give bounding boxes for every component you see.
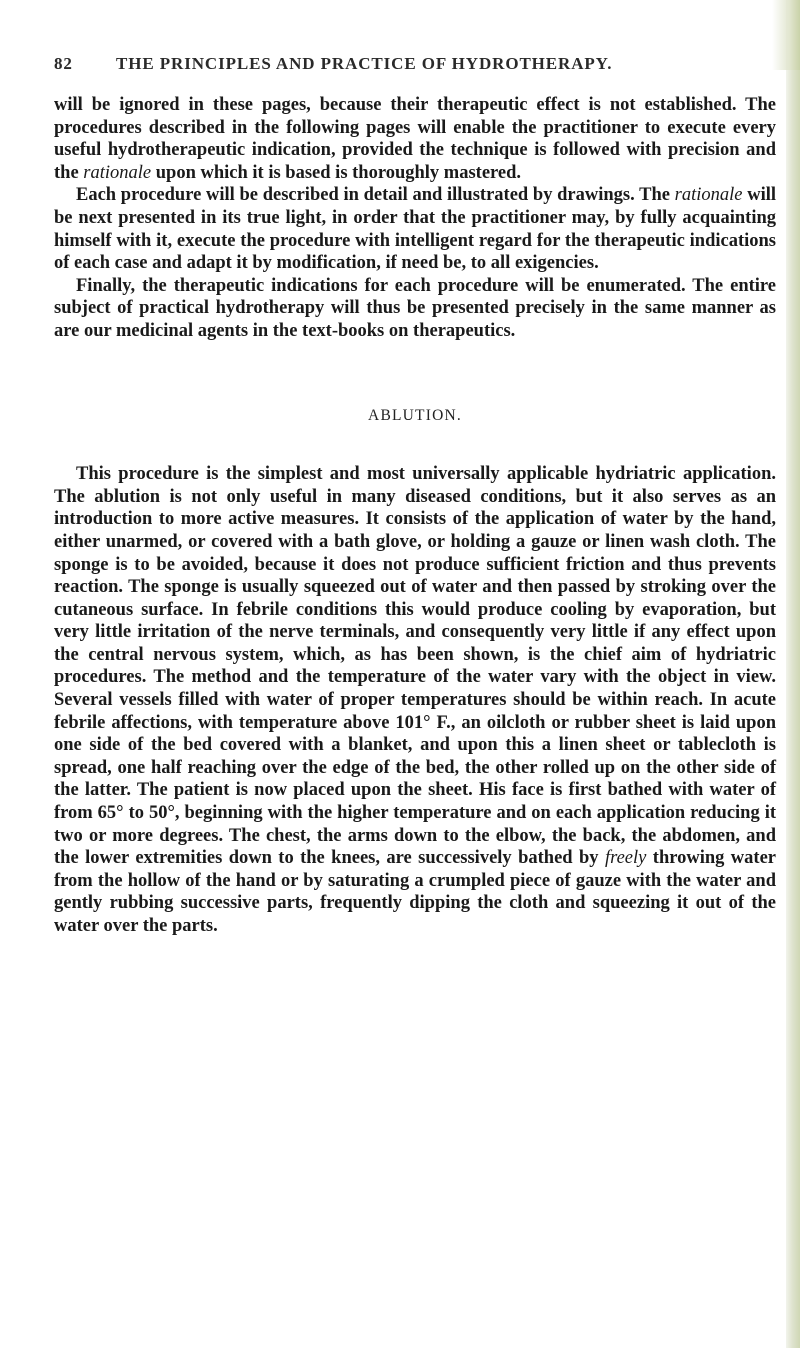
paragraph-2-part-b: will be next presented in its true light, in order that the practitioner may, by fully acquainting himself with it, execute the procedure with intelligent regard for the therapeutic indications of each case and adapt it by modification, if need be, to all exigencies. [54,185,776,274]
book-page [54,54,776,938]
paragraph-4-part-b: throwing water from the hollow of the hand or by saturating a crumpled piece of gauze with the water and gently rubbing successive parts, frequently dipping the cloth and squeezing it out of the water over the parts. [54,848,777,936]
page-corner-shadow [772,0,800,70]
paragraph-1-italic: rationale [83,162,152,183]
running-head-title: THE PRINCIPLES AND PRACTICE OF HYDROTHERAPY. [116,54,613,73]
body-text [54,94,776,938]
page-edge-shadow [786,0,800,1348]
section-heading: ABLUTION. [368,406,462,424]
paragraph-2 [54,184,776,274]
paragraph-1-part-b: upon which it is based is thoroughly mastered. [151,162,522,183]
running-head [54,54,776,80]
paragraph-1-part-a: will be ignored in these pages, because their therapeutic effect is not established. The procedures described in the following pages will enable the practitioner to execute every useful hydrotherapeutic indication, provided the technique is followed with precision and the [54,95,776,183]
paragraph-4 [54,463,776,937]
paragraph-3: Finally, the therapeutic indications for each procedure will be enumerated. The entire subject of practical hydrotherapy will thus be presented precisely in the same manner as are our medicinal agents in the text-books on therapeutics. [54,275,776,341]
paragraph-2-part-a: Each procedure will be described in detail and illustrated by drawings. The [76,185,675,206]
paragraph-2-italic: rationale [674,185,743,206]
paragraph-1 [54,94,776,184]
paragraph-4-part-a: This procedure is the simplest and most universally applicable hydriatric application. The ablution is not only useful in many diseased conditions, but it also serves as an introduction to more active measures. It consists of the application of water by the hand, either unarmed, or covered with a bath glove, or holding a gauze or linen wash cloth. The sponge is to be avoided, because it does not produce sufficient friction and thus prevents reaction. The sponge is usually squeezed out of water and then passed by stroking over the cutaneous surface. In febrile conditions this would produce cooling by evaporation, but very little irritation of the nerve terminals, and consequently very little if any effect upon the central nervous system, which, as has been shown, is the chief aim of hydriatric procedures. The method and the temperature of the water vary with the object in view. Several vessels filled with water of proper temperatures should be within reach. In acute febrile affections, with temperature above 101° F., an oilcloth or rubber sheet is laid upon one side of the bed covered with a blanket, and upon this a linen sheet or tablecloth is spread, one half reaching over the edge of the bed, the other rolled up on the other side of the latter. The patient is now placed upon the sheet. His face is first bathed with water of from 65° to 50°, beginning with the higher temperature and on each application reducing it two or more degrees. The chest, the arms down to the elbow, the back, the abdomen, and the lower extremities down to the knees, are successively bathed by [54,464,776,869]
page-number: 82 [54,54,73,73]
paragraph-4-italic: freely [604,848,647,869]
